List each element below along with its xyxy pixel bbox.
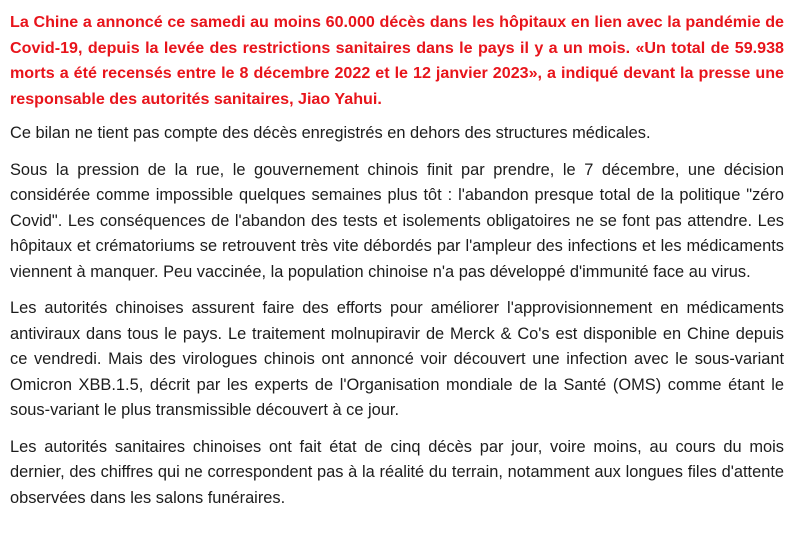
article-paragraph-1: Ce bilan ne tient pas compte des décès enregistrés en dehors des structures médicales.	[10, 124, 651, 142]
article-lead: La Chine a annoncé ce samedi au moins 60.000 décès dans les hôpitaux en lien avec la pandémie de Covid-19, depuis la levée des restrictions sanitaires dans le pays il y a un mois. «Un total de 59.938 morts a été recensés entre le 8 décembre 2022 et le 12 janvier 2023», a indiqué devant la presse une responsable des autorités sanitaires, Jiao Yahui.	[10, 13, 784, 108]
article-paragraph-2: Sous la pression de la rue, le gouvernement chinois finit par prendre, le 7 décembre, une décision considérée comme impossible quelques semaines plus tôt : l'abandon presque total de la politique "zéro Covid". Les conséquences de l'abandon des tests et isolements obligatoires ne se font pas attendre. Les hôpitaux et crématoriums se retrouvent très vite débordés par l'ampleur des infections et les médicaments viennent à manquer. Peu vaccinée, la population chinoise n'a pas développé d'immunité face au virus.	[10, 160, 784, 281]
article-paragraph-3: Les autorités chinoises assurent faire des efforts pour améliorer l'approvisionnement en médicaments antiviraux dans tous le pays. Le traitement molnupiravir de Merck & Co's est disponible en Chine depuis ce vendredi. Mais des virologues chinois ont annoncé voir découvert une infection avec le sous-variant Omicron XBB.1.5, décrit par les experts de l'Organisation mondiale de la Santé (OMS) comme étant le sous-variant le plus transmissible découvert à ce jour.	[10, 299, 784, 419]
article-paragraph-4: Les autorités sanitaires chinoises ont fait état de cinq décès par jour, voire moins, au cours du mois dernier, des chiffres qui ne correspondent pas à la réalité du terrain, notamment aux longues files d'attente observées dans les salons funéraires.	[10, 437, 784, 507]
